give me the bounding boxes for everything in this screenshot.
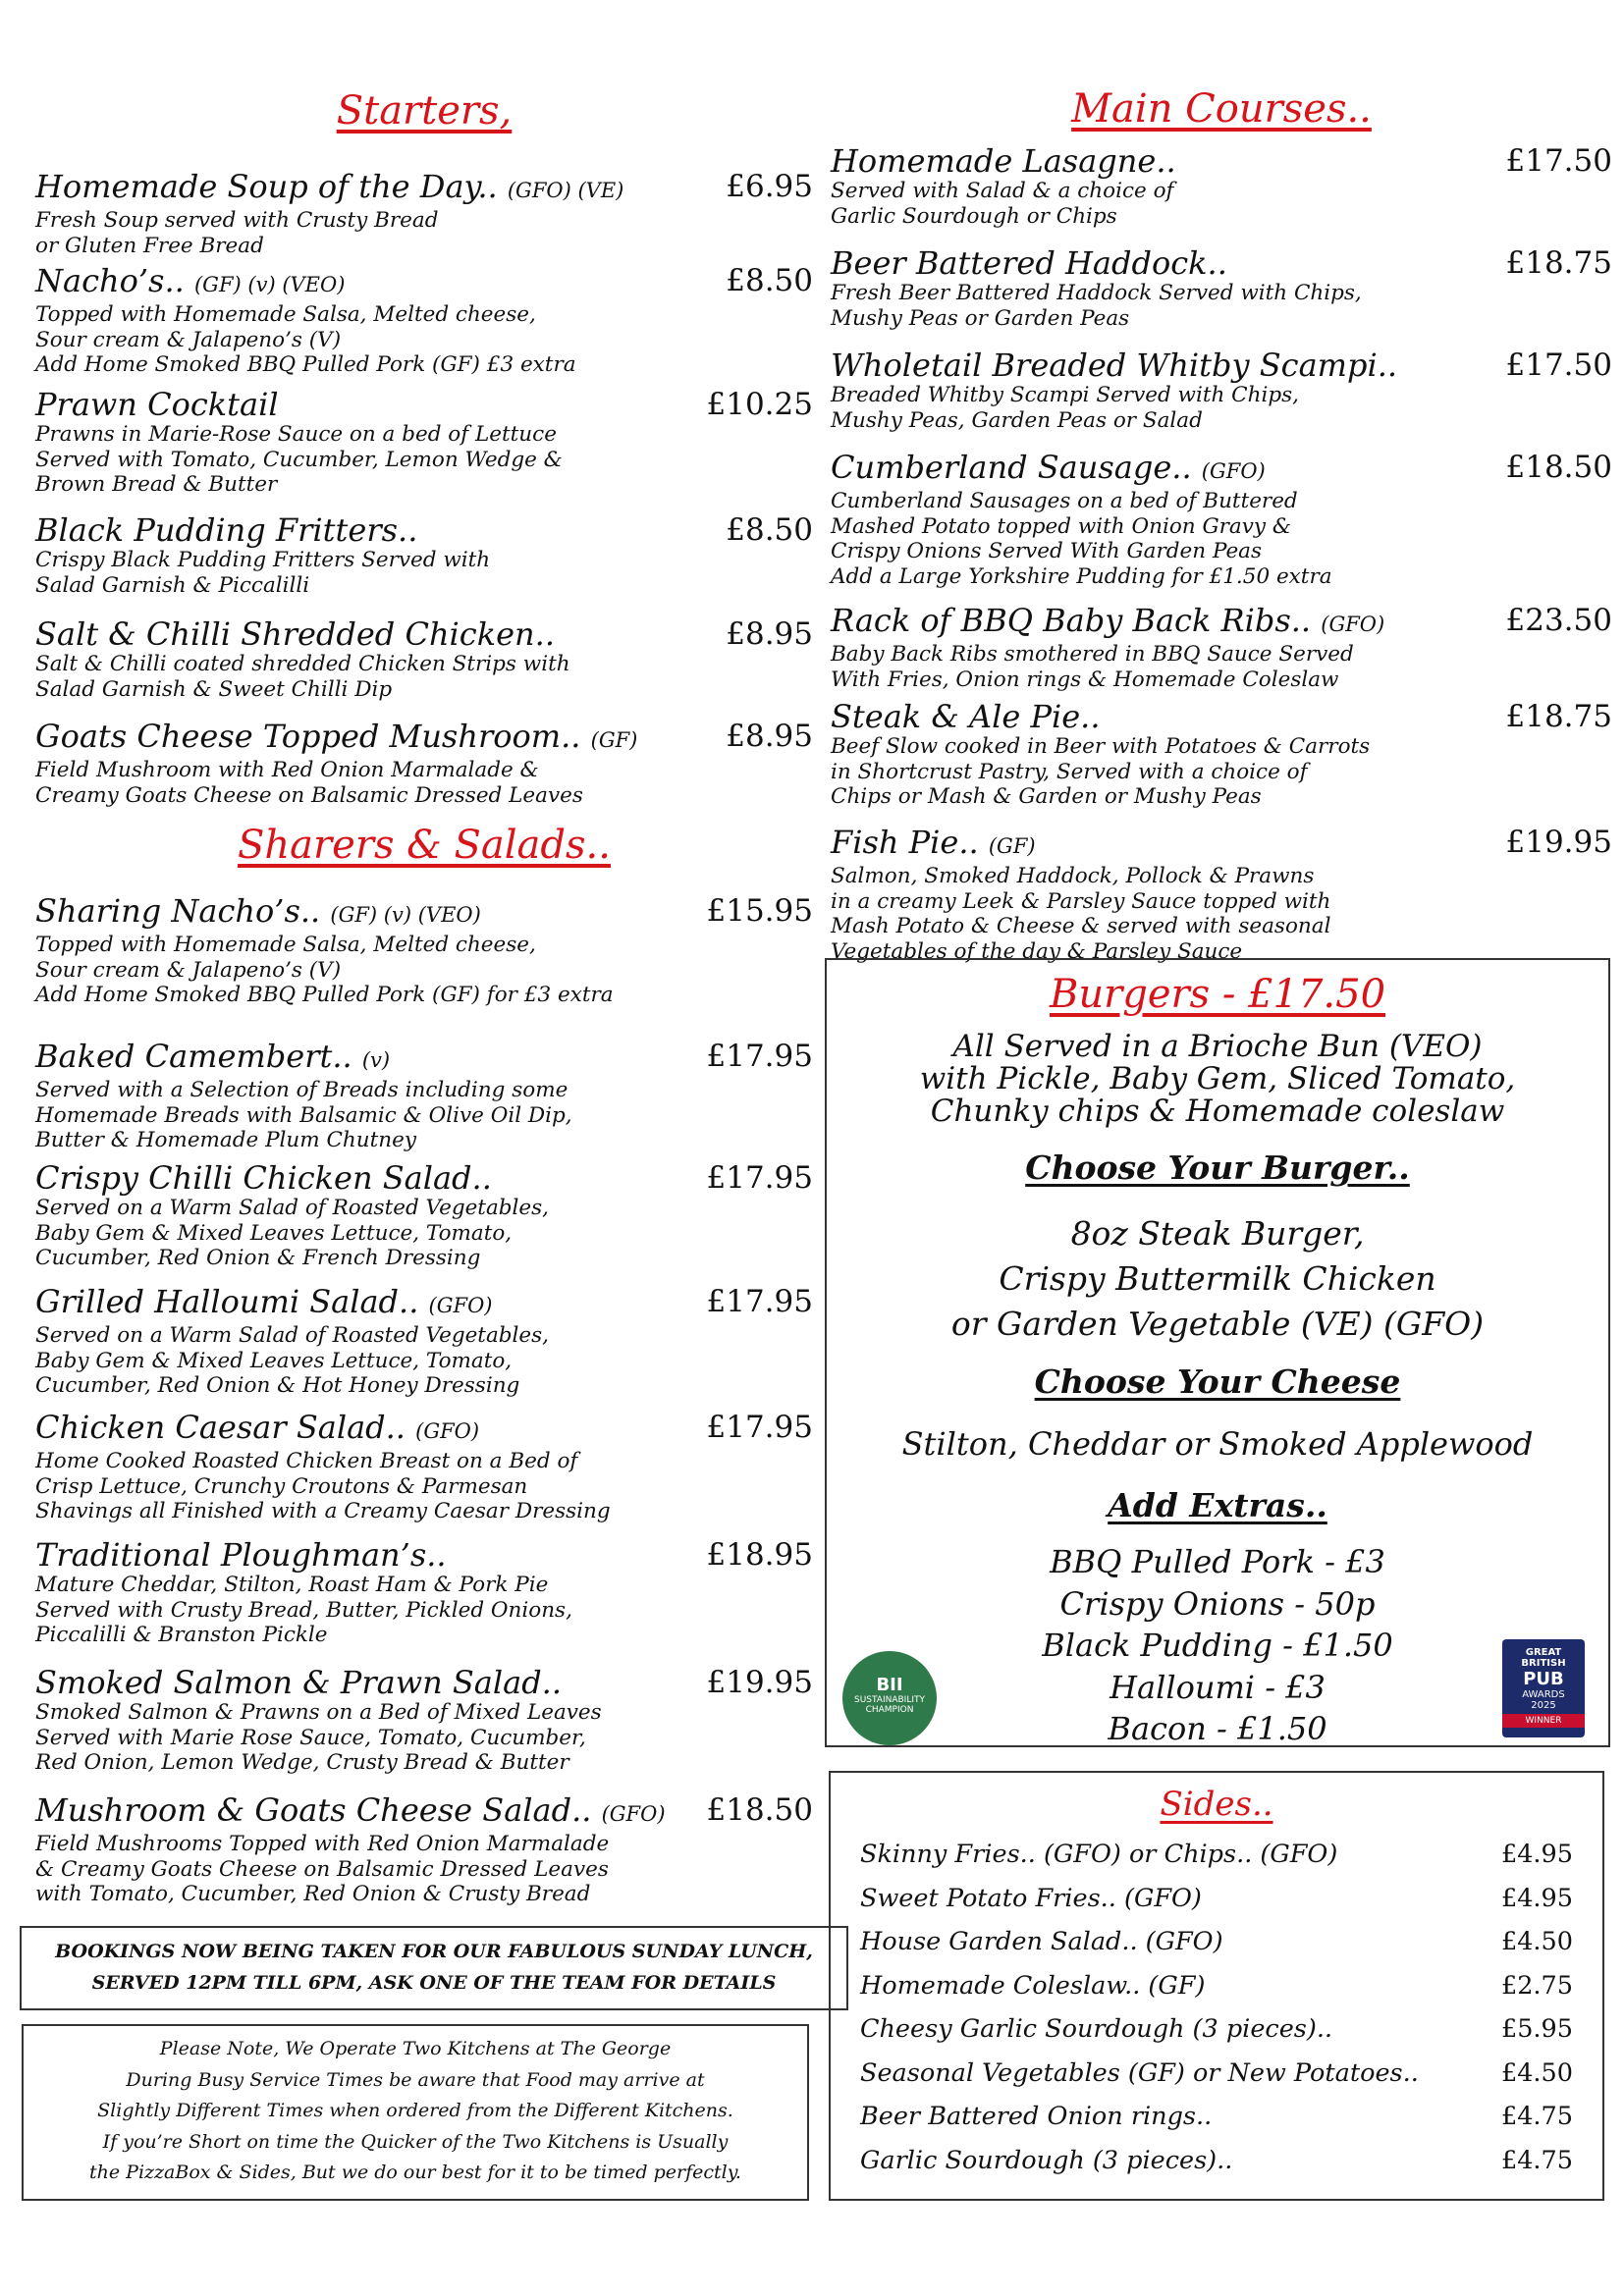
item-price: £18.75 xyxy=(1505,699,1612,734)
item-description-line: Brown Bread & Butter xyxy=(35,472,278,497)
item-price: £8.50 xyxy=(726,263,813,298)
side-item xyxy=(860,1884,1573,1913)
item-description-line: Mature Cheddar, Stilton, Roast Ham & Pork Pie xyxy=(35,1573,549,1597)
main-item xyxy=(831,450,1612,589)
sunday-line-1: BOOKINGS NOW BEING TAKEN FOR OUR FABULOUS SUNDAY LUNCH, xyxy=(55,1941,813,1962)
item-description-line: Crisp Lettuce, Crunchy Croutons & Parmesan xyxy=(35,1473,528,1499)
item-diet-tags: (GFO) xyxy=(415,1419,480,1443)
item-name: Grilled Halloumi Salad.. xyxy=(35,1283,419,1320)
item-description-line: Salt & Chilli coated shredded Chicken Strips with xyxy=(35,652,570,676)
item-diet-tags: (GFO) xyxy=(601,1802,666,1826)
side-item xyxy=(860,2014,1573,2044)
item-heading xyxy=(35,387,813,422)
extra-halloumi: Halloumi - £3 xyxy=(1110,1668,1326,1706)
item-description-line: or Gluten Free Bread xyxy=(35,233,264,258)
burger-option-steak: 8oz Steak Burger, xyxy=(1070,1214,1365,1253)
badge-gbp-line6: WINNER xyxy=(1502,1714,1585,1728)
add-extras-heading: Add Extras.. xyxy=(1108,1486,1327,1524)
item-description-line: in a creamy Leek & Parsley Sauce topped with xyxy=(831,888,1331,914)
note-line-5: the PizzaBox & Sides, But we do our best for it to be timed perfectly. xyxy=(89,2162,741,2183)
item-name: Nacho’s.. xyxy=(35,262,185,299)
item-price: £8.95 xyxy=(726,616,813,652)
item-name: Traditional Ploughman’s.. xyxy=(35,1536,447,1574)
item-price: £6.95 xyxy=(726,169,813,204)
item-name: Smoked Salmon & Prawn Salad.. xyxy=(35,1664,563,1701)
item-description-line: Salad Garnish & Sweet Chilli Dip xyxy=(35,676,393,702)
item-price: £19.95 xyxy=(706,1665,813,1700)
item-price: £8.95 xyxy=(726,719,813,754)
starter-item xyxy=(35,387,813,498)
burgers-title: Burgers - £17.50 xyxy=(1049,972,1386,1017)
item-name: Homemade Soup of the Day.. xyxy=(35,168,498,205)
item-name: Prawn Cocktail xyxy=(35,386,279,423)
item-diet-tags: (GFO) (VE) xyxy=(507,179,624,202)
item-description-line: Breaded Whitby Scampi Served with Chips, xyxy=(831,383,1299,407)
item-description-line: in Shortcrust Pastry, Served with a choice of xyxy=(831,759,1308,784)
badge-gbp-line5: 2025 xyxy=(1531,1700,1556,1711)
note-line-4: If you’re Short on time the Quicker of the Two Kitchens is Usually xyxy=(102,2130,729,2153)
badge-gbp-line2: BRITISH xyxy=(1521,1658,1566,1669)
item-heading xyxy=(831,347,1612,383)
item-description-line: Cucumber, Red Onion & French Dressing xyxy=(35,1246,481,1270)
item-description-line: Mushy Peas, Garden Peas or Salad xyxy=(831,407,1203,433)
starter-item xyxy=(35,512,813,598)
sharer-item xyxy=(35,1160,813,1271)
item-description-line: Field Mushroom with Red Onion Marmalade & xyxy=(35,758,539,782)
main-item xyxy=(831,603,1612,692)
item-description-line: Served on a Warm Salad of Roasted Vegetables, xyxy=(35,1196,549,1220)
item-name: Black Pudding Fritters.. xyxy=(35,511,418,549)
item-price: £17.95 xyxy=(706,1160,813,1196)
item-diet-tags: (GFO) xyxy=(1321,613,1385,636)
item-description-line: Red Onion, Lemon Wedge, Crusty Bread & Butter xyxy=(35,1750,569,1775)
item-diet-tags: (GF) xyxy=(590,728,638,752)
served-line-3: Chunky chips & Homemade coleslaw xyxy=(930,1094,1505,1129)
side-item xyxy=(860,2102,1573,2131)
item-description-line: Served with Crusty Bread, Butter, Pickled Onions, xyxy=(35,1597,572,1623)
item-name: Goats Cheese Topped Mushroom.. xyxy=(35,718,581,755)
item-description-line: Cumberland Sausages on a bed of Buttered xyxy=(831,489,1298,513)
extra-black-pudding: Black Pudding - £1.50 xyxy=(1042,1627,1393,1664)
item-description-line: Field Mushrooms Topped with Red Onion Marmalade xyxy=(35,1832,610,1856)
side-item xyxy=(860,1840,1573,1869)
note-line-2: During Busy Service Times be aware that Food may arrive at xyxy=(126,2068,705,2091)
item-description-line: Vegetables of the day & Parsley Sauce xyxy=(831,938,1243,964)
side-item xyxy=(860,1971,1573,2001)
badge-gbp-line1: GREAT xyxy=(1525,1647,1562,1658)
side-price: £4.95 xyxy=(1500,1840,1573,1869)
item-description-line: Served with a Selection of Breads including some xyxy=(35,1078,568,1102)
bii-sustainability-badge-icon xyxy=(842,1651,937,1745)
item-name: Salt & Chilli Shredded Chicken.. xyxy=(35,615,555,653)
item-heading xyxy=(35,169,813,208)
item-description-line: Baby Gem & Mixed Leaves Lettuce, Tomato, xyxy=(35,1348,513,1373)
item-description-line: Baby Gem & Mixed Leaves Lettuce, Tomato, xyxy=(35,1220,513,1246)
item-heading xyxy=(831,699,1612,734)
item-heading xyxy=(35,1284,813,1323)
item-description-line: Served with Tomato, Cucumber, Lemon Wedge & xyxy=(35,447,563,472)
sharer-item xyxy=(35,1665,813,1776)
cheese-options: Stilton, Cheddar or Smoked Applewood xyxy=(901,1425,1534,1463)
item-heading xyxy=(35,1537,813,1573)
item-description-line: Prawns in Marie-Rose Sauce on a bed of Lettuce xyxy=(35,422,557,447)
item-description-line: Topped with Homemade Salsa, Melted cheese, xyxy=(35,933,536,957)
burger-option-vegetable: or Garden Vegetable (VE) (GFO) xyxy=(950,1305,1485,1343)
item-heading xyxy=(35,616,813,652)
item-name: Crispy Chilli Chicken Salad.. xyxy=(35,1159,492,1197)
item-description-line: Crispy Onions Served With Garden Peas xyxy=(831,539,1263,563)
item-price: £19.95 xyxy=(1505,825,1612,860)
item-heading xyxy=(831,143,1612,179)
item-price: £15.95 xyxy=(706,893,813,929)
side-price: £2.75 xyxy=(1500,1970,1573,2001)
item-description-line: Mushy Peas or Garden Peas xyxy=(831,305,1130,331)
item-description-line: Sour cream & Jalapeno’s (V) xyxy=(35,327,342,352)
item-heading xyxy=(35,1410,813,1449)
item-price: £18.50 xyxy=(706,1792,813,1828)
item-price: £18.95 xyxy=(706,1537,813,1573)
burger-options xyxy=(827,1211,1608,1347)
item-diet-tags: (GFO) xyxy=(428,1294,493,1317)
item-price: £17.95 xyxy=(706,1039,813,1074)
item-price: £23.50 xyxy=(1505,603,1612,638)
item-name: Chicken Caesar Salad.. xyxy=(35,1409,406,1446)
item-description-line: Shavings all Finished with a Creamy Caesar Dressing xyxy=(35,1499,611,1523)
side-price: £4.75 xyxy=(1500,2145,1573,2175)
extra-crispy-onions: Crispy Onions - 50p xyxy=(1059,1584,1376,1623)
item-description-line: Salmon, Smoked Haddock, Pollock & Prawns xyxy=(831,864,1315,888)
item-price: £18.50 xyxy=(1505,450,1612,485)
item-description-line: Butter & Homemade Plum Chutney xyxy=(35,1128,416,1152)
item-description-line: Add a Large Yorkshire Pudding for £1.50 extra xyxy=(831,563,1332,589)
item-heading xyxy=(35,719,813,758)
item-heading xyxy=(35,1039,813,1078)
item-diet-tags: (GF) (v) (VEO) xyxy=(193,273,346,296)
mains-title: Main Courses.. xyxy=(1071,86,1372,132)
starters-title: Starters, xyxy=(336,88,513,133)
side-name: Homemade Coleslaw.. (GF) xyxy=(860,1970,1206,2001)
starter-item xyxy=(35,169,813,258)
item-name: Homemade Lasagne.. xyxy=(831,142,1176,180)
sharer-item xyxy=(35,1792,813,1907)
item-description-line: Add Home Smoked BBQ Pulled Pork (GF) £3 extra xyxy=(35,352,576,377)
side-price: £4.95 xyxy=(1500,1883,1573,1913)
side-name: Skinny Fries.. (GFO) or Chips.. (GFO) xyxy=(860,1840,1338,1869)
item-description-line: Piccalilli & Branston Pickle xyxy=(35,1623,328,1647)
item-description-line: Home Cooked Roasted Chicken Breast on a Bed of xyxy=(35,1449,578,1473)
item-description-line: With Fries, Onion rings & Homemade Coleslaw xyxy=(831,667,1339,692)
item-diet-tags: (GF) (v) (VEO) xyxy=(330,903,481,927)
item-description-line: Mash Potato & Cheese & served with seasonal xyxy=(831,914,1331,938)
item-price: £18.75 xyxy=(1505,245,1612,281)
side-item xyxy=(860,2146,1573,2175)
item-description-line: Served with Marie Rose Sauce, Tomato, Cucumber, xyxy=(35,1725,586,1750)
item-description-line: Baby Back Ribs smothered in BBQ Sauce Served xyxy=(831,642,1354,667)
choose-burger-heading: Choose Your Burger.. xyxy=(1025,1148,1410,1187)
item-description-line: Sour cream & Jalapeno’s (V) xyxy=(35,957,342,983)
item-description-line: Crispy Black Pudding Fritters Served with xyxy=(35,548,491,572)
item-heading xyxy=(35,1792,813,1832)
extra-bacon: Bacon - £1.50 xyxy=(1108,1710,1327,1747)
extras-list xyxy=(827,1541,1608,1750)
item-description-line: Fresh Beer Battered Haddock Served with Chips, xyxy=(831,281,1362,305)
item-price: £8.50 xyxy=(726,512,813,548)
item-heading xyxy=(831,825,1612,864)
item-name: Cumberland Sausage.. xyxy=(831,449,1192,486)
sharer-item xyxy=(35,1410,813,1524)
item-description-line: Homemade Breads with Balsamic & Olive Oil Dip, xyxy=(35,1102,572,1128)
main-item xyxy=(831,825,1612,964)
kitchen-note xyxy=(22,2024,809,2201)
item-heading xyxy=(831,245,1612,281)
item-name: Rack of BBQ Baby Back Ribs.. xyxy=(831,602,1312,639)
side-price: £5.95 xyxy=(1500,2014,1573,2044)
side-name: Cheesy Garlic Sourdough (3 pieces).. xyxy=(860,2014,1333,2044)
item-name: Mushroom & Goats Cheese Salad.. xyxy=(35,1791,592,1829)
item-description-line: Mashed Potato topped with Onion Gravy & xyxy=(831,513,1291,539)
badge-gbp-line3: PUB xyxy=(1523,1669,1564,1689)
item-price: £17.95 xyxy=(706,1410,813,1445)
item-name: Steak & Ale Pie.. xyxy=(831,698,1101,735)
burger-option-chicken: Crispy Buttermilk Chicken xyxy=(999,1259,1436,1298)
item-description-line: & Creamy Goats Cheese on Balsamic Dressed Leaves xyxy=(35,1856,609,1882)
sunday-lunch-notice xyxy=(20,1926,848,2010)
side-item xyxy=(860,1927,1573,1956)
item-description-line: Garlic Sourdough or Chips xyxy=(831,203,1117,229)
badge-bii-label: BII xyxy=(876,1675,903,1695)
item-name: Sharing Nacho’s.. xyxy=(35,892,321,930)
item-description-line: Chips or Mash & Garden or Mushy Peas xyxy=(831,784,1262,809)
served-line-2: with Pickle, Baby Gem, Sliced Tomato, xyxy=(919,1061,1516,1096)
main-item xyxy=(831,143,1612,229)
item-price: £17.50 xyxy=(1505,143,1612,179)
side-name: Beer Battered Onion rings.. xyxy=(860,2102,1213,2131)
sharer-item xyxy=(35,1537,813,1648)
great-british-pub-awards-badge-icon xyxy=(1502,1639,1585,1737)
main-item xyxy=(831,245,1612,331)
sharers-title: Sharers & Salads.. xyxy=(238,823,611,868)
sides-title: Sides.. xyxy=(1160,1785,1273,1824)
item-description-line: Add Home Smoked BBQ Pulled Pork (GF) for £3 extra xyxy=(35,983,614,1007)
sides-box xyxy=(829,1771,1604,2201)
burgers-box xyxy=(825,958,1610,1747)
item-price: £10.25 xyxy=(706,387,813,422)
extra-bbq-pork: BBQ Pulled Pork - £3 xyxy=(1050,1543,1385,1580)
item-heading xyxy=(35,263,813,302)
sharer-item xyxy=(35,1284,813,1399)
item-description-line: Salad Garnish & Piccalilli xyxy=(35,572,310,598)
starter-item xyxy=(35,616,813,702)
main-item xyxy=(831,699,1612,810)
item-description-line: Beef Slow cooked in Beer with Potatoes & Carrots xyxy=(831,734,1371,759)
item-heading xyxy=(35,1160,813,1196)
burgers-served xyxy=(827,1031,1608,1128)
item-heading xyxy=(831,603,1612,642)
item-heading xyxy=(35,512,813,548)
side-name: Garlic Sourdough (3 pieces).. xyxy=(860,2145,1233,2175)
item-diet-tags: (GF) xyxy=(988,834,1036,858)
item-diet-tags: (GFO) xyxy=(1201,459,1266,483)
note-line-3: Slightly Different Times when ordered from the Different Kitchens. xyxy=(97,2100,733,2121)
sharer-item xyxy=(35,1039,813,1153)
badge-bii-sub1: SUSTAINABILITY xyxy=(853,1695,925,1705)
item-name: Beer Battered Haddock.. xyxy=(831,244,1227,282)
badge-gbp-line4: AWARDS xyxy=(1522,1689,1565,1700)
item-description-line: Served on a Warm Salad of Roasted Vegetables, xyxy=(35,1323,549,1348)
item-description-line: Smoked Salmon & Prawns on a Bed of Mixed Leaves xyxy=(35,1700,602,1725)
item-diet-tags: (v) xyxy=(361,1048,391,1072)
side-item xyxy=(860,2058,1573,2088)
item-description-line: Fresh Soup served with Crusty Bread xyxy=(35,208,439,233)
side-price: £4.50 xyxy=(1500,1927,1573,1956)
side-name: Seasonal Vegetables (GF) or New Potatoes.. xyxy=(860,2057,1419,2088)
item-name: Fish Pie.. xyxy=(831,824,979,861)
item-heading xyxy=(35,893,813,933)
item-name: Baked Camembert.. xyxy=(35,1038,352,1075)
main-item xyxy=(831,347,1612,433)
side-name: House Garden Salad.. (GFO) xyxy=(860,1927,1223,1956)
item-description-line: with Tomato, Cucumber, Red Onion & Crusty Bread xyxy=(35,1882,591,1906)
starter-item xyxy=(35,719,813,808)
side-price: £4.50 xyxy=(1500,2057,1573,2088)
sunday-line-2: SERVED 12PM TILL 6PM, ASK ONE OF THE TEAM FOR DETAILS xyxy=(91,1972,777,1994)
choose-cheese-heading: Choose Your Cheese xyxy=(1034,1362,1401,1401)
starter-item xyxy=(35,263,813,378)
side-price: £4.75 xyxy=(1500,2102,1573,2131)
note-line-1: Please Note, We Operate Two Kitchens at The George xyxy=(159,2038,672,2059)
item-name: Wholetail Breaded Whitby Scampi.. xyxy=(831,347,1398,384)
served-line-1: All Served in a Brioche Bun (VEO) xyxy=(952,1029,1483,1064)
item-description-line: Served with Salad & a choice of xyxy=(831,179,1174,203)
item-description-line: Creamy Goats Cheese on Balsamic Dressed Leaves xyxy=(35,782,583,808)
item-price: £17.95 xyxy=(706,1284,813,1319)
sharer-item xyxy=(35,893,813,1008)
badge-bii-sub2: CHAMPION xyxy=(865,1705,914,1715)
side-name: Sweet Potato Fries.. (GFO) xyxy=(860,1883,1202,1913)
item-heading xyxy=(35,1665,813,1700)
item-description-line: Cucumber, Red Onion & Hot Honey Dressing xyxy=(35,1373,520,1398)
item-description-line: Topped with Homemade Salsa, Melted cheese, xyxy=(35,302,536,327)
item-price: £17.50 xyxy=(1505,347,1612,383)
item-heading xyxy=(831,450,1612,489)
